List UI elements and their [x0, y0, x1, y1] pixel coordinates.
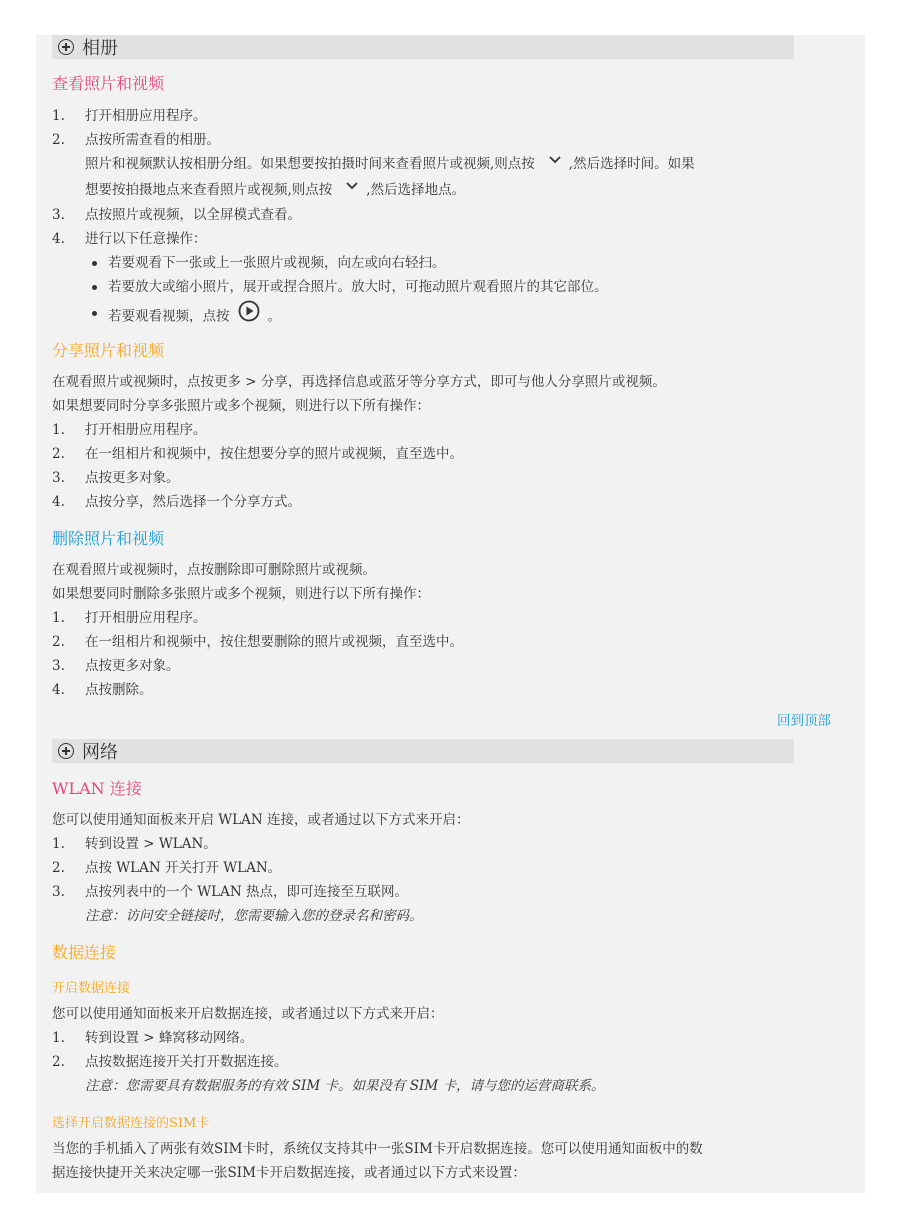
step-text: 点按删除。 [85, 682, 153, 698]
play-circle-icon [238, 300, 260, 328]
paragraph: 在观看照片或视频时，点按更多 > 分享，再选择信息或蓝牙等分享方式，即可与他人分享照片或视频。 [52, 374, 666, 390]
heading-wlan: WLAN 连接 [52, 779, 142, 798]
chevron-down-icon [549, 155, 559, 165]
step-text: 在一组相片和视频中，按住想要分享的照片或视频，直至选中。 [85, 446, 463, 462]
step-number: 2. [52, 446, 65, 462]
step-text: 进行以下任意操作： [85, 231, 207, 247]
step-number: 4. [52, 494, 65, 510]
step-text: 点按数据连接开关打开数据连接。 [85, 1054, 288, 1070]
bullet-item: 若要放大或缩小照片，展开或捏合照片。放大时，可拖动照片观看照片的其它部位。 [108, 279, 608, 295]
section-bar-network[interactable] [52, 739, 794, 763]
back-to-top-link[interactable]: 回到顶部 [777, 713, 831, 729]
step-text: 点按所需查看的相册。 [85, 132, 220, 148]
step-number: 1. [52, 1030, 65, 1046]
step-text: 点按更多对象。 [85, 658, 180, 674]
step-number: 2. [52, 860, 65, 876]
step-number: 2. [52, 634, 65, 650]
section-bar-album[interactable] [52, 35, 794, 59]
step-text: 在一组相片和视频中，按住想要删除的照片或视频，直至选中。 [85, 634, 463, 650]
step-number: 1. [52, 610, 65, 626]
step-text: 打开相册应用程序。 [85, 422, 207, 438]
step-number: 3. [52, 658, 65, 674]
subheading-select-sim: 选择开启数据连接的SIM卡 [52, 1116, 210, 1131]
step-number: 1. [52, 108, 65, 124]
step-number: 3. [52, 470, 65, 486]
step-number: 1. [52, 836, 65, 852]
step-number: 2. [52, 132, 65, 148]
step-detail-line: 想要按拍摄地点来查看照片或视频,则点按 ,然后选择地点。 [85, 182, 466, 198]
paragraph: 在观看照片或视频时，点按删除即可删除照片或视频。 [52, 562, 376, 578]
paragraph: 您可以使用通知面板来开启数据连接，或者通过以下方式来开启： [52, 1006, 444, 1022]
paragraph: 据连接快捷开关来决定哪一张SIM卡开启数据连接，或者通过以下方式来设置： [52, 1165, 526, 1181]
step-detail-line: 照片和视频默认按相册分组。如果想要按拍摄时间来查看照片或视频,则点按 ,然后选择时间。如果 [85, 156, 695, 172]
paragraph: 当您的手机插入了两张有效SIM卡时，系统仅支持其中一张SIM卡开启数据连接。您可以使用通知面板中的数 [52, 1141, 703, 1157]
paragraph: 如果想要同时分享多张照片或多个视频，则进行以下所有操作： [52, 398, 430, 414]
step-number: 1. [52, 422, 65, 438]
section-title: 相册 [82, 38, 118, 59]
heading-share-photos: 分享照片和视频 [52, 341, 165, 360]
plus-circle-icon[interactable] [58, 743, 74, 759]
chevron-down-icon [346, 181, 356, 191]
step-text: 打开相册应用程序。 [85, 610, 207, 626]
step-text: 点按 WLAN 开关打开 WLAN。 [85, 860, 282, 876]
bullet-item: 若要观看视频，点按 。 [108, 303, 281, 331]
bullet-item: 若要观看下一张或上一张照片或视频，向左或向右轻扫。 [108, 255, 446, 271]
heading-delete-photos: 删除照片和视频 [52, 529, 165, 548]
step-text: 点按列表中的一个 WLAN 热点，即可连接至互联网。 [85, 884, 408, 900]
step-text: 点按分享，然后选择一个分享方式。 [85, 494, 301, 510]
step-number: 3. [52, 207, 65, 223]
section-title: 网络 [82, 742, 118, 763]
step-text: 点按更多对象。 [85, 470, 180, 486]
step-text: 点按照片或视频，以全屏模式查看。 [85, 207, 301, 223]
document-page [36, 35, 865, 1193]
note-text: 注意：访问安全链接时，您需要输入您的登录名和密码。 [85, 908, 423, 924]
step-text: 转到设置 > 蜂窝移动网络。 [85, 1030, 254, 1046]
step-text: 打开相册应用程序。 [85, 108, 207, 124]
heading-view-photos: 查看照片和视频 [52, 74, 165, 93]
paragraph: 您可以使用通知面板来开启 WLAN 连接，或者通过以下方式来开启： [52, 812, 470, 828]
step-text: 转到设置 > WLAN。 [85, 836, 217, 852]
subheading-enable-data: 开启数据连接 [52, 981, 131, 996]
step-number: 4. [52, 231, 65, 247]
heading-data-connection: 数据连接 [52, 943, 117, 962]
step-number: 2. [52, 1054, 65, 1070]
paragraph: 如果想要同时删除多张照片或多个视频，则进行以下所有操作： [52, 586, 430, 602]
step-number: 4. [52, 682, 65, 698]
note-text: 注意：您需要具有数据服务的有效 SIM 卡。如果没有 SIM 卡，请与您的运营商联系。 [85, 1078, 605, 1094]
step-number: 3. [52, 884, 65, 900]
plus-circle-icon[interactable] [58, 39, 74, 55]
